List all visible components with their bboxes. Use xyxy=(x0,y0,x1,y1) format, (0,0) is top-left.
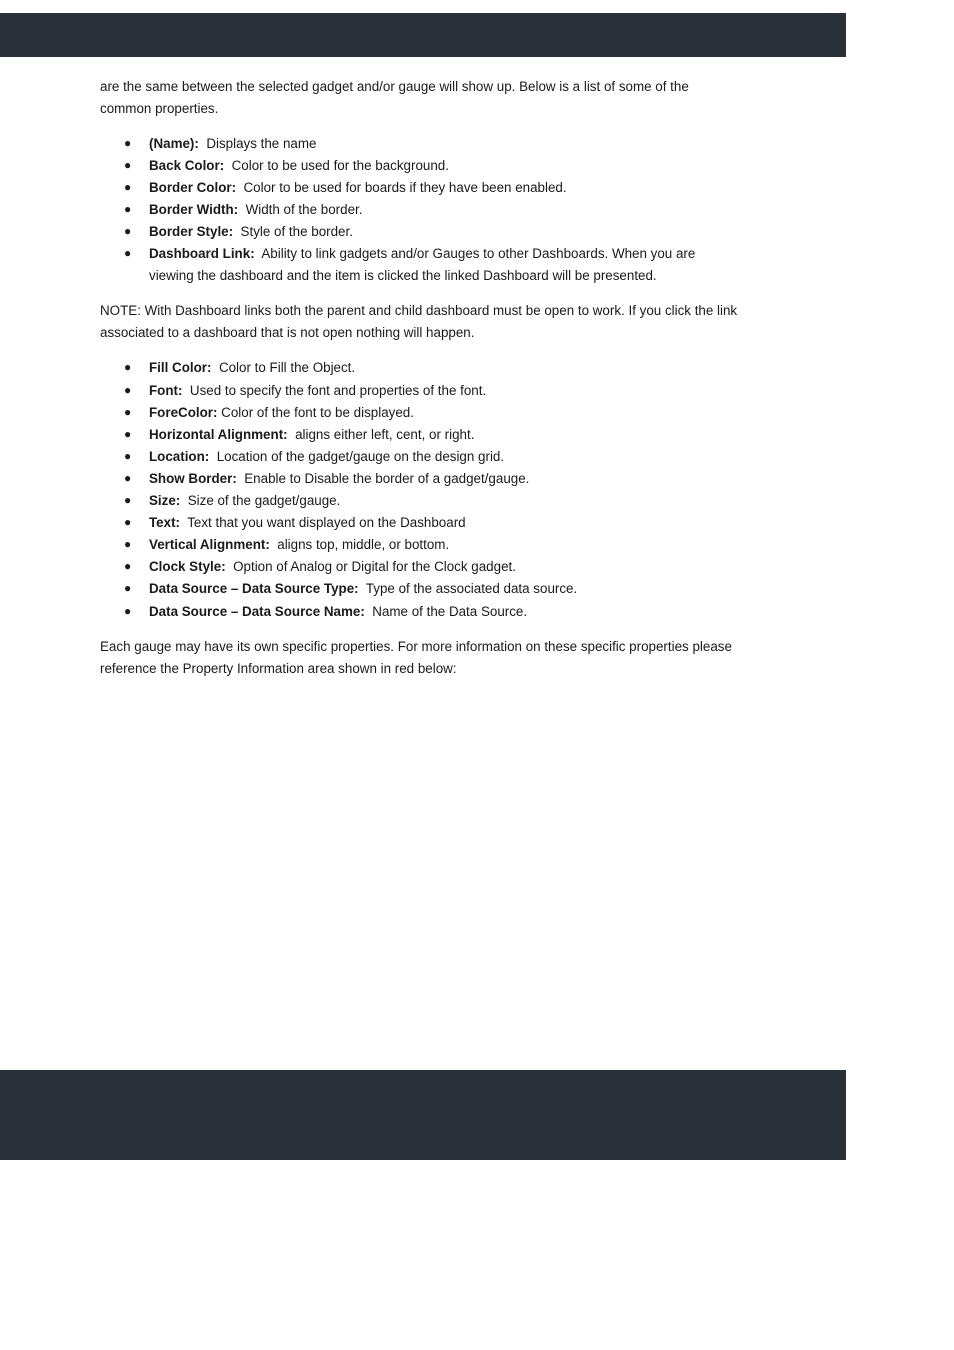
property-desc: Name of the Data Source. xyxy=(372,603,528,619)
property-term: ForeColor: xyxy=(149,404,218,420)
property-term: Clock Style: xyxy=(149,559,226,575)
property-desc: Displays the name xyxy=(206,136,317,151)
property-term: Border Width: xyxy=(149,202,239,218)
property-term: Data Source – Data Source Name: xyxy=(149,603,365,619)
bullet-icon: ● xyxy=(124,515,132,530)
property-term: Text: xyxy=(149,515,180,531)
bullet-icon: ● xyxy=(124,224,132,239)
bullet-icon: ● xyxy=(124,470,132,485)
common-properties-list xyxy=(100,133,740,286)
list-item xyxy=(100,133,740,155)
property-desc: Text that you want displayed on the Dashboard xyxy=(187,515,466,531)
list-item xyxy=(100,221,740,243)
bullet-icon: ● xyxy=(124,493,132,508)
bullet-icon: ● xyxy=(124,246,132,261)
property-desc: Enable to Disable the border of a gadget/gauge. xyxy=(244,470,530,486)
property-term: Fill Color: xyxy=(149,360,212,376)
additional-properties-list xyxy=(100,357,740,622)
intro-paragraph: are the same between the selected gadget and/or gauge will show up. Below is a list of some of the common properties. xyxy=(100,79,689,116)
property-term: Data Source – Data Source Type: xyxy=(149,581,359,597)
list-item xyxy=(100,155,740,177)
property-desc: Color of the font to be displayed. xyxy=(221,404,414,420)
bullet-icon: ● xyxy=(124,537,132,552)
property-desc: Width of the border. xyxy=(245,202,363,218)
property-desc: Style of the border. xyxy=(240,224,353,240)
list-item xyxy=(100,534,740,556)
list-item xyxy=(100,512,740,534)
list-item xyxy=(100,468,740,490)
list-item xyxy=(100,380,740,402)
property-desc: Used to specify the font and properties of the font. xyxy=(189,382,487,398)
property-desc: Color to Fill the Object. xyxy=(218,360,356,376)
list-item xyxy=(100,177,740,199)
bullet-icon: ● xyxy=(124,136,132,150)
property-desc: Color to be used for the background. xyxy=(231,158,449,174)
property-desc: Type of the associated data source. xyxy=(365,581,578,597)
bullet-icon: ● xyxy=(124,360,132,375)
note-paragraph: NOTE: With Dashboard links both the parent and child dashboard must be open to work. If you click the link associated to a dashboard that is not open nothing will happen. xyxy=(100,303,738,340)
property-term: Border Style: xyxy=(149,224,234,240)
bullet-icon: ● xyxy=(124,382,132,397)
bullet-icon: ● xyxy=(124,404,132,419)
list-item xyxy=(100,578,740,600)
document-body xyxy=(100,76,740,679)
list-item xyxy=(100,402,740,424)
bullet-icon: ● xyxy=(124,426,132,441)
property-term: (Name): xyxy=(149,136,199,151)
property-term: Back Color: xyxy=(149,158,225,174)
list-item xyxy=(100,424,740,446)
list-item xyxy=(100,199,740,221)
bullet-icon: ● xyxy=(124,559,132,574)
property-term: Font: xyxy=(149,382,183,398)
list-item xyxy=(100,446,740,468)
bullet-icon: ● xyxy=(124,180,132,195)
property-term: Horizontal Alignment: xyxy=(149,426,288,442)
bullet-icon: ● xyxy=(124,581,132,596)
property-term: Size: xyxy=(149,493,181,509)
list-item xyxy=(100,490,740,512)
list-item xyxy=(100,556,740,578)
closing-paragraph: Each gauge may have its own specific properties. For more information on these specific properties please reference the Property Information area shown in red below: xyxy=(100,639,732,676)
property-term: Vertical Alignment: xyxy=(149,537,270,553)
list-item xyxy=(100,243,740,286)
footer-band xyxy=(0,1070,846,1160)
list-item xyxy=(100,357,740,379)
property-desc: Ability to link gadgets and/or Gauges to other Dashboards. When you are viewing the dashboard and the item is clicked the linked Dashboard will be presented. xyxy=(149,246,696,283)
property-desc: Size of the gadget/gauge. xyxy=(187,493,341,509)
property-term: Location: xyxy=(149,448,210,464)
property-term: Border Color: xyxy=(149,180,237,196)
property-desc: Color to be used for boards if they have been enabled. xyxy=(243,180,567,196)
bullet-icon: ● xyxy=(124,158,132,173)
property-term: Show Border: xyxy=(149,470,237,486)
list-item xyxy=(100,601,740,623)
property-desc: aligns either left, cent, or right. xyxy=(295,426,475,442)
property-desc: aligns top, middle, or bottom. xyxy=(277,537,450,553)
bullet-icon: ● xyxy=(124,202,132,217)
property-desc: Location of the gadget/gauge on the design grid. xyxy=(216,448,505,464)
property-term: Dashboard Link: xyxy=(149,246,255,262)
bullet-icon: ● xyxy=(124,603,132,618)
bullet-icon: ● xyxy=(124,448,132,463)
header-band xyxy=(0,13,846,57)
property-desc: Option of Analog or Digital for the Clock gadget. xyxy=(233,559,516,575)
